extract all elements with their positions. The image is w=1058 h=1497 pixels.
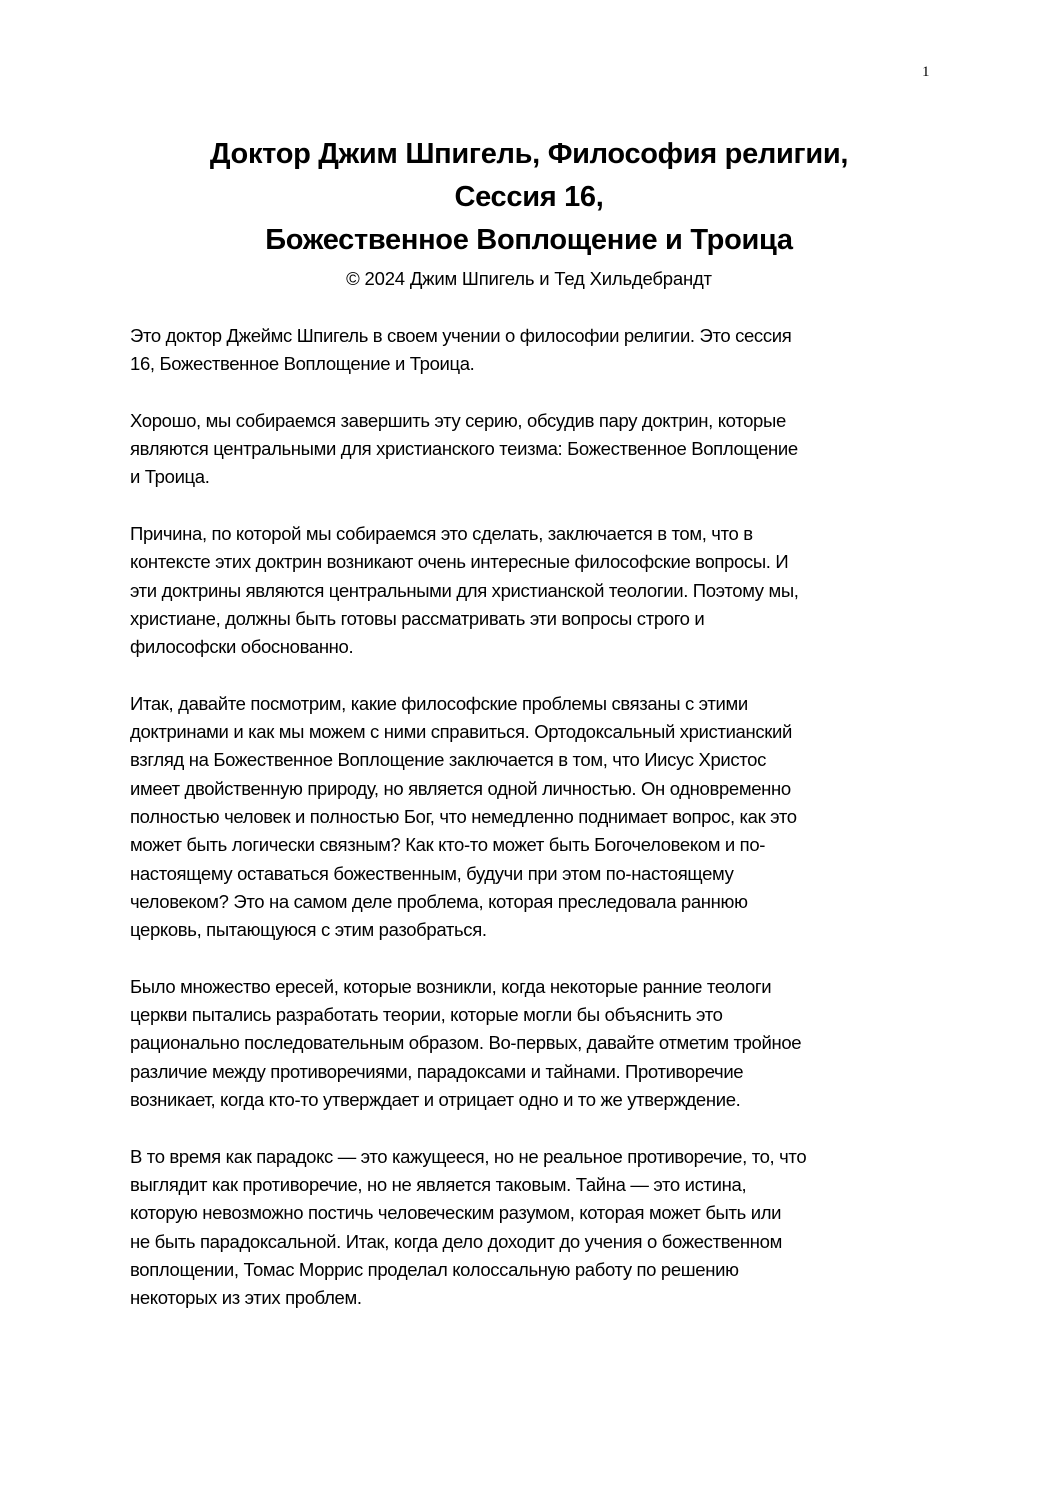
paragraph-line: взгляд на Божественное Воплощение заключается в том, что Иисус Христос <box>130 749 767 771</box>
paragraph-line: воплощении, Томас Моррис проделал колоссальную работу по решению <box>130 1258 739 1280</box>
title-line: Доктор Джим Шпигель, Философия религии, <box>209 138 849 170</box>
page-number: 1 <box>922 64 930 80</box>
paragraph <box>130 973 930 1114</box>
paragraph <box>130 1143 930 1313</box>
paragraph <box>130 690 930 945</box>
paragraph <box>130 520 930 661</box>
paragraph-line: философски обоснованно. <box>130 636 354 658</box>
paragraph-line: Причина, по которой мы собираемся это сделать, заключается в том, что в <box>130 523 753 545</box>
paragraph-line: контексте этих доктрин возникают очень интересные философские вопросы. И <box>130 551 789 573</box>
title-line: Сессия 16, <box>454 181 604 213</box>
paragraph-line: В то время как парадокс — это кажущееся, но не реальное противоречие, то, что <box>130 1145 807 1167</box>
paragraph-line: 16, Божественное Воплощение и Троица. <box>130 353 475 375</box>
paragraph-line: Итак, давайте посмотрим, какие философские проблемы связаны с этими <box>130 692 748 714</box>
paragraph-line: некоторых из этих проблем. <box>130 1287 362 1309</box>
paragraph-line: которую невозможно постичь человеческим разумом, которая может быть или <box>130 1202 782 1224</box>
paragraph <box>130 322 930 379</box>
paragraph-line: Было множество ересей, которые возникли, когда некоторые ранние теологи <box>130 975 772 997</box>
paragraph-line: человеком? Это на самом деле проблема, которая преследовала раннюю <box>130 890 748 912</box>
paragraph-line: церковь, пытающуюся с этим разобраться. <box>130 919 487 941</box>
document-body <box>130 322 930 1341</box>
paragraph-line: возникает, когда кто-то утверждает и отрицает одно и то же утверждение. <box>130 1089 741 1111</box>
paragraph-line: настоящему оставаться божественным, будучи при этом по-настоящему <box>130 862 734 884</box>
document-title <box>0 133 1058 262</box>
copyright-notice: © 2024 Джим Шпигель и Тед Хильдебрандт <box>346 268 712 289</box>
paragraph-line: доктринами и как мы можем с ними справиться. Ортодоксальный христианский <box>130 721 792 743</box>
paragraph-line: имеет двойственную природу, но является одной личностью. Он одновременно <box>130 777 791 799</box>
paragraph-line: может быть логически связным? Как кто-то может быть Богочеловеком и по- <box>130 834 766 856</box>
paragraph-line: Хорошо, мы собираемся завершить эту серию, обсудив пару доктрин, которые <box>130 409 786 431</box>
paragraph-line: рационально последовательным образом. Во-первых, давайте отметим тройное <box>130 1032 802 1054</box>
paragraph-line: не быть парадоксальной. Итак, когда дело доходит до учения о божественном <box>130 1230 782 1252</box>
paragraph-line: и Троица. <box>130 466 210 488</box>
paragraph-line: эти доктрины являются центральными для христианской теологии. Поэтому мы, <box>130 579 799 601</box>
paragraph-line: являются центральными для христианского теизма: Божественное Воплощение <box>130 438 798 460</box>
paragraph-line: христиане, должны быть готовы рассматривать эти вопросы строго и <box>130 607 705 629</box>
title-line: Божественное Воплощение и Троица <box>265 224 793 256</box>
paragraph-line: различие между противоречиями, парадоксами и тайнами. Противоречие <box>130 1060 744 1082</box>
paragraph-line: Это доктор Джеймс Шпигель в своем учении о философии религии. Это сессия <box>130 325 792 346</box>
paragraph <box>130 407 930 492</box>
paragraph-line: выглядит как противоречие, но не является таковым. Тайна — это истина, <box>130 1173 747 1195</box>
paragraph-line: церкви пытались разработать теории, которые могли бы объяснить это <box>130 1004 723 1026</box>
paragraph-line: полностью человек и полностью Бог, что немедленно поднимает вопрос, как это <box>130 806 797 828</box>
